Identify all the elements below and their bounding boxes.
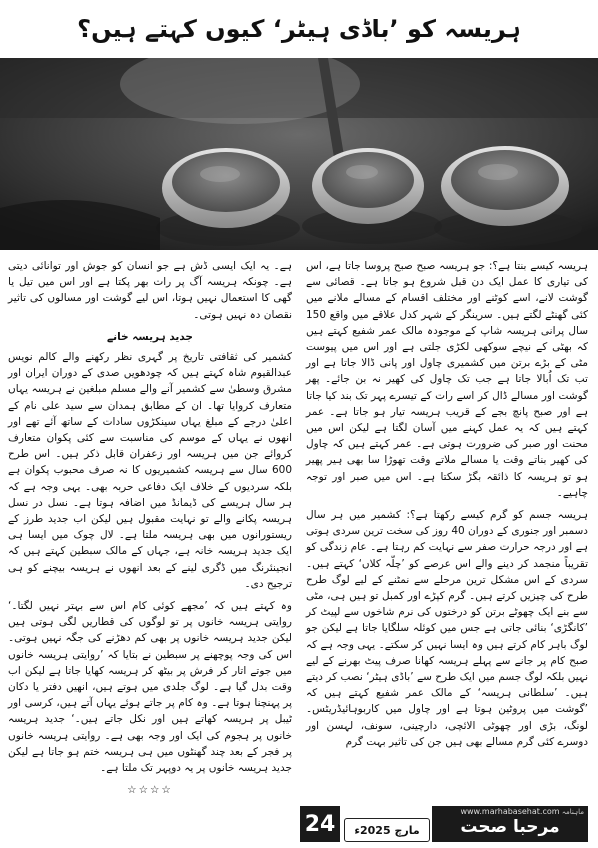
paragraph-how-made: ہریسہ کیسے بنتا ہے؟: جو ہریسہ صبح صبح پروسا جاتا ہے، اس کی تیاری کا عمل ایک دن قبل شروع ہو جاتا ہے۔ قصائی سے گوشت لانے، اسے کوٹنے اور مختلف اقسام کے مسالے ملانے میں کئی گھنٹے لگتے ہیں۔ سرینگر کے شہر کدل علاقے میں واقع 150 سال پرانی ہریسہ شاپ کے موجودہ مالک عمر شفیع کہتے ہیں کہ بھٹی کے نیچے سوکھی لکڑی جلتی ہے اور اس میں پیوست مٹی کے بڑے برتن میں کشمیری چاول اور پانی ڈالا جاتا ہے اور تب تک اُبالا جاتا ہے جب تک چاول کی کھیر نہ بن جائے۔ پھر گوشت اور مسالے ڈال کر اسے رات کے تیسرے پہر تک بند کیا جاتا ہے اور صبح پانچ بجے کے قریب ہریسہ تیار ہو جاتا ہے۔ عمر کہتے ہیں کہ یہ عمل کہنے میں آسان لگتا ہے لیکن اس میں محنت اور صبر کی ضرورت ہوتی ہے۔ عمر کہتے ہیں کہ چاول کی کھیر بناتے وقت یا مسالے ملاتے وقت تھوڑا سا بھی ہیر پھیر ہو تو ہریسہ کا ذائقہ بگڑ سکتا ہے۔ اس میں صبر اور توجہ چاہیے۔ [306, 260, 588, 499]
end-mark: ☆☆☆☆ [127, 784, 173, 797]
magazine-name: مرحبا صحت [460, 817, 560, 837]
magazine-logo [432, 806, 588, 842]
section-subhead: جدید ہریسہ خانے [106, 330, 194, 343]
article-headline: ہریسہ کو ’باڈی ہیٹر‘ کیوں کہتے ہیں؟ [77, 15, 521, 43]
paragraph-modern-shops: وہ کہتے ہیں کہ ’مجھے کوئی کام اس سے بہتر نہیں لگتا۔‘ روایتی ہریسہ خانوں پر تو لوگوں کی قطاریں لگی ہوتی ہیں لیکن جدید ہریسہ خانوں پر بھی کم دھڑنے کی جگہ نہیں ہوتی۔ اس کی وجہ پوچھنے پر سبطین نے بتایا کہ ’روایتی ہریسہ خانوں میں جوتے اتار کر فرش پر بیٹھ کر ہریسہ کھایا جاتا ہے لیکن اب وقت بدل گیا ہے۔ لوگ جلدی میں ہوتے ہیں، انھیں دفتر یا دکان پر پہنچنا ہوتا ہے۔ وہ کام پر جاتے ہوئے یہاں آتے ہیں، کرسی اور ٹیبل پر ہریسہ کھاتے ہیں اور نکل جاتے ہیں۔‘ جدید ہریسہ خانوں پر ہجوم کی ایک اور وجہ بھی ہے۔ روایتی ہریسہ خانوں پر فجر کے بعد چند گھنٹوں میں ہی ہریسہ ختم ہو جاتا ہے لیکن جدید ہریسہ خانوں پر یہ دوپہر تک ملتا ہے۔ [8, 600, 292, 775]
paragraph-history: کشمیر کی ثقافتی تاریخ پر گہری نظر رکھنے والے کالم نویس عبدالقیوم شاہ کہتے ہیں کہ چودھویں صدی کے دوران ایران اور مشرق وسطیٰ سے کشمیر آنے والے مسلم مبلغین نے ہریسہ یہاں متعارف کروایا تھا۔ ان کے مطابق ہمدان سے سید علی نام کے اعلیٰ درجے کے مبلغ یہاں سینکڑوں سادات کے ساتھ آئے تھے اور انھوں نے یہاں کے موسم کی مناسبت سے کئی پکوان متعارف کروائے جن میں ہریسہ اور زعفران قابل ذکر ہیں۔ اس طرح 600 سال سے ہریسہ کشمیریوں کا نہ صرف محبوب پکوان ہے بلکہ سردیوں کے خلاف ایک دفاعی حربہ بھی۔ یہی وجہ ہے کہ ہر سال ہریسے کی ڈیمانڈ میں اضافہ ہوتا ہے۔ نسل در نسل ہریسہ پکانے والے تو نہایت مقبول ہیں لیکن اب جدید طرز کے ریستورانوں میں بھی ہریسہ ملتا ہے۔ لال چوک میں ایسا ہی ایک جدید ہریسہ خانہ ہے، جہاں کے مالک سبطین کہتے ہیں کہ انجینئرنگ میں ڈگری لینے کے بعد انھوں نے ہریسہ بیچنے کو ہی ترجیح دی۔ [8, 351, 292, 590]
paragraph-continuation: ہے۔ یہ ایک ایسی ڈش ہے جو انسان کو جوش اور توانائی دیتی ہے۔ چونکہ ہریسہ آگ پر رات بھر پکتا ہے اور اس میں تیل یا گھی کا استعمال نہیں ہوتا، اس لیے گوشت اور مسالوں کی تاثیر نقصان دہ نہیں ہوتی۔ [8, 260, 292, 321]
magazine-tag: ماہنامہ [561, 808, 584, 816]
article-column-right [306, 258, 588, 756]
website-url: www.marhabasehat.com [460, 807, 560, 816]
article-column-left [8, 258, 292, 799]
paragraph-body-heater: ہریسہ جسم کو گرم کیسے رکھتا ہے؟: کشمیر میں ہر سال دسمبر اور جنوری کے دوران 40 روز کی سخت ترین سردی ہوتی ہے اور درجہ حرارت صفر سے نہایت کم رہتا ہے۔ عام زندگی کو تقریباً منجمد کر دینے والے اس عرصے کو ’چلّہ کلاں‘ کہتے ہیں۔ سردی کے اس مشکل ترین مرحلے سے نمٹنے کے لیے لوگ طرح طرح کی چیزیں کرتے ہیں۔ گرم کپڑے اور کمبل تو ہیں ہی، مٹی سے بنے ایک چھوٹے برتن کو درختوں کی نرم شاخوں سے لپیٹ کر ’کانگڑی‘ بنائی جاتی ہے جس میں کوئلہ سلگایا جاتا ہے لیکن جو لوگ باہر کام کرتے ہیں وہ ایسا نہیں کر سکتے۔ یہی وجہ ہے کہ صبح کام پر جانے سے پہلے ہریسہ کھانا صرف پیٹ بھرنے کے لیے نہیں بلکہ لوگ جسم میں ایک طرح سے ’باڈی ہیٹر‘ نصب کر دیتے ہیں۔ ’سلطانی ہریسہ‘ کے مالک عمر شفیع کہتے ہیں کہ ’گوشت میں پروٹین ہوتا ہے اور چاول میں کاربوہائیڈریٹس۔ لونگ، بڑی اور چھوٹی الائچی، دارچینی، سونف، لہسن اور دوسرے کئی گرم مسالے بھی ہیں جن کی تاثیر بہت گرم [306, 509, 588, 748]
page-number: 24 [300, 806, 340, 842]
issue-date: مارچ 2025ء [344, 818, 430, 842]
harissa-bowls-photo [0, 58, 598, 250]
page-footer [300, 806, 588, 842]
